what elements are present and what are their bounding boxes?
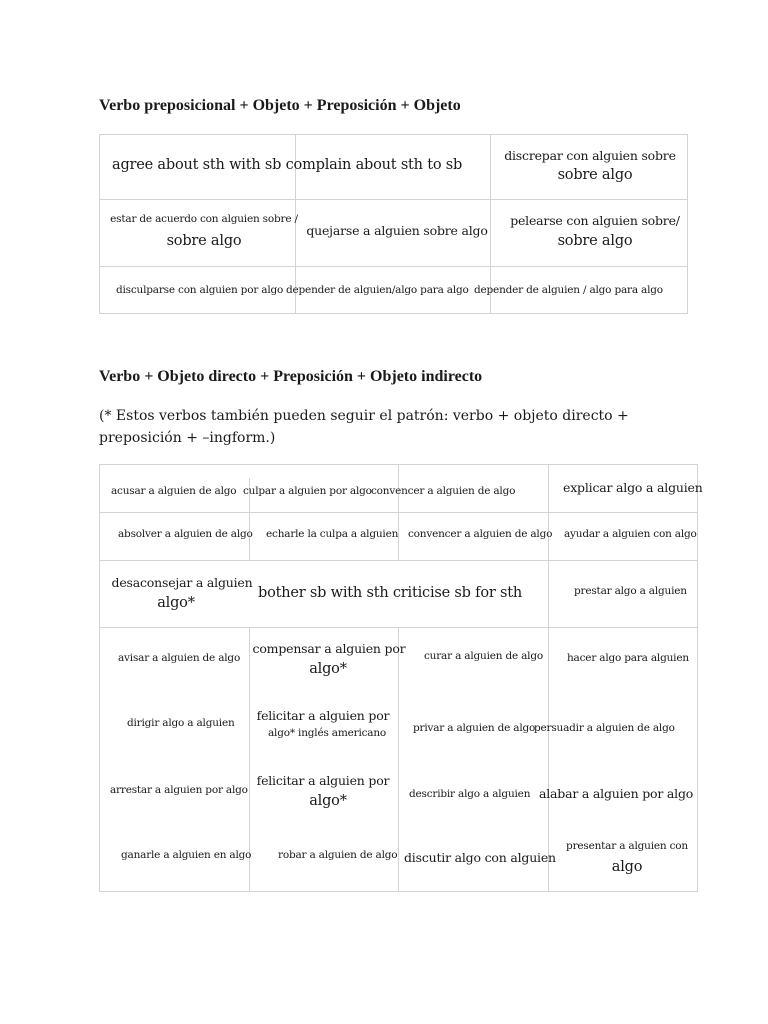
table1-cell: sobre algo xyxy=(557,167,633,183)
table1-row-divider xyxy=(99,266,688,267)
table2-cell: presentar a alguien con xyxy=(566,840,688,852)
table2-cell: explicar algo a alguien xyxy=(563,480,703,495)
table2-col-divider xyxy=(398,464,399,560)
table2-cell: alabar a alguien por algo xyxy=(539,786,694,801)
table2-cell: hacer algo para alguien xyxy=(567,652,689,664)
table2-cell: absolver a alguien de algo xyxy=(118,528,253,540)
table1-cell: discrepar con alguien sobre xyxy=(504,148,676,163)
section2-note: (* Estos verbos también pueden seguir el patrón: verbo + objeto directo + preposición + –ingform.) xyxy=(99,408,629,446)
table2-cell: algo* xyxy=(157,595,195,611)
table2-border-bottom xyxy=(99,891,698,892)
table2-cell: echarle la culpa a alguien xyxy=(266,528,399,540)
table2-cell: acusar a alguien de algo xyxy=(111,485,237,497)
table1-cell: pelearse con alguien sobre/ xyxy=(510,213,680,228)
table1-cell: quejarse a alguien sobre algo xyxy=(306,223,488,238)
table2-cell: persuadir a alguien de algo xyxy=(534,722,675,734)
table2-border-left xyxy=(99,464,100,892)
table2-cell: dirigir algo a alguien xyxy=(127,717,235,729)
table1-cell: agree about sth with sb complain about sth to sb xyxy=(112,157,463,173)
table2-cell: avisar a alguien de algo xyxy=(118,652,241,664)
table2-cell: convencer a alguien de algo xyxy=(371,485,516,497)
table2-cell: describir algo a alguien xyxy=(409,788,531,800)
table1-cell: depender de alguien / algo para algo xyxy=(474,284,663,296)
table1-cell: estar de acuerdo con alguien sobre / xyxy=(110,213,298,225)
section2-heading: Verbo + Objeto directo + Preposición + Objeto indirecto xyxy=(99,368,483,385)
table2-cell: culpar a alguien por algo xyxy=(243,485,372,497)
table2-cell: algo* inglés americano xyxy=(268,727,387,739)
section1-heading: Verbo preposicional + Objeto + Preposición + Objeto xyxy=(99,97,461,114)
table2-cell: compensar a alguien por xyxy=(252,641,406,656)
table2-cell: prestar algo a alguien xyxy=(574,585,687,597)
table1-border-bottom xyxy=(99,313,688,314)
table1-border-top xyxy=(99,134,688,135)
table2-cell: ganarle a alguien en algo xyxy=(121,849,252,861)
table2-cell: curar a alguien de algo xyxy=(424,650,543,662)
table2-row-divider xyxy=(99,560,698,561)
table2-cell: algo* xyxy=(309,793,347,809)
table2-cell: desaconsejar a alguien xyxy=(111,575,253,590)
table2-border-right xyxy=(697,464,698,892)
table1-cell: disculparse con alguien por algo xyxy=(116,284,284,296)
table2-cell: ayudar a alguien con algo xyxy=(564,528,697,540)
table2-cell: bother sb with sth criticise sb for sth xyxy=(258,585,522,601)
table2-cell: discutir algo con alguien xyxy=(404,850,556,865)
table1-cell: sobre algo xyxy=(557,233,633,249)
table2-cell: convencer a alguien de algo xyxy=(408,528,553,540)
table2-cell: robar a alguien de algo xyxy=(278,849,398,861)
table2-cell: felicitar a alguien por xyxy=(256,773,390,788)
table1-row-divider xyxy=(99,199,688,200)
table2-cell: felicitar a alguien por xyxy=(256,708,390,723)
table2-cell: algo* xyxy=(309,661,347,677)
table2-cell: arrestar a alguien por algo xyxy=(110,784,248,796)
table1-cell: depender de alguien/algo para algo xyxy=(286,284,469,296)
table2-cell: algo xyxy=(611,859,643,875)
table2-cell: privar a alguien de algo xyxy=(413,722,536,734)
table2-col-divider xyxy=(249,627,250,692)
table1-cell: sobre algo xyxy=(166,233,242,249)
